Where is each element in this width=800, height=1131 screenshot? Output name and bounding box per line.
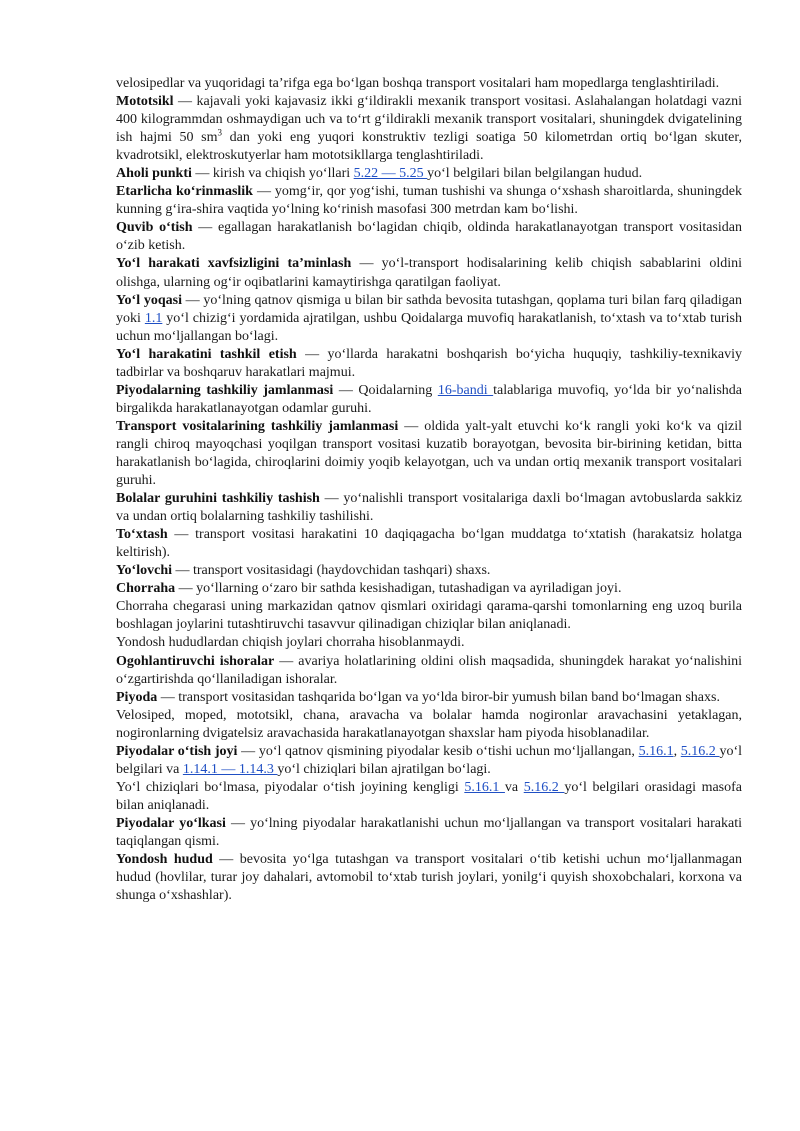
paragraph-quvib-otish: Quvib o‘tish — egallagan harakatlanish bo‘lagidan chiqib, oldinda harakatlanayotgan transport vositasidan o‘zib ketish. bbox=[116, 220, 742, 254]
term-yolovchi: Yo‘lovchi bbox=[116, 563, 172, 579]
term-quvib-otish: Quvib o‘tish bbox=[116, 220, 193, 236]
term-piyoda: Piyoda bbox=[116, 689, 158, 705]
link-signs-5-22-5-25[interactable]: 5.22 — 5.25 bbox=[353, 166, 428, 182]
term-piyodalar-yolkasi: Piyodalar yo‘lkasi bbox=[116, 815, 226, 831]
paragraph-piyoda: Piyoda — transport vositasidan tashqarida bo‘lgan va yo‘lda biror-bir yumush bilan band bo‘lmagan shaxs. bbox=[116, 689, 720, 705]
paragraph-mototsikl: Mototsikl — kajavali yoki kajavasiz ikki g‘ildirakli mexanik transport vositasi. Aslahalangan holatdagi vazni 400 kilogrammdan oshmaydigan uch va to‘rt g‘ildirakli mexanik transport vositalari, shuningdek dvigatelining ish hajmi 50 $sm^3$ dan yoki eng yuqori konstruktiv tezligi soatiga 50 kilometrdan ortiq bo‘lgan skuter, kvadrotsikl, elektroskutyerlar ham mototsikllarga tenglashtiriladi. bbox=[116, 94, 742, 164]
term-toxtash: To‘xtash bbox=[116, 527, 168, 543]
term-harakat-tashkil: Yo‘l harakatini tashkil etish bbox=[116, 346, 297, 362]
term-piyodalar-otish-joyi: Piyodalar o‘tish joyi bbox=[116, 743, 238, 759]
link-line-1-1[interactable]: 1.1 bbox=[144, 310, 163, 326]
term-xavfsizlik: Yo‘l harakati xavfsizligini ta’minlash bbox=[116, 256, 352, 272]
paragraph-piyoda-hisoblanadi: Velosiped, moped, mototsikl, chana, aravacha va bolalar hamda nogironlar aravachasini yetaklagan, nogironlarning dvigatelsiz aravachasida harakatlanayotgan shaxslar ham piyoda hisoblanadilar. bbox=[116, 707, 742, 741]
term-aholi-punkti: Aholi punkti bbox=[116, 166, 192, 182]
link-lines-1-14-1-1-14-3[interactable]: 1.14.1 — 1.14.3 bbox=[182, 761, 278, 777]
term-piyodalar-jamlanmasi: Piyodalarning tashkiliy jamlanmasi bbox=[116, 382, 334, 398]
link-sign-5-16-1[interactable]: 5.16.1 bbox=[638, 743, 674, 759]
paragraph-toxtash: To‘xtash — transport vositasi harakatini 10 daqiqagacha bo‘lgan muddatga to‘xtatish (harakatsiz holatga keltirish). bbox=[116, 527, 742, 561]
paragraph-yondosh-hudud: Yondosh hudud — bevosita yo‘lga tutashgan va transport vositalari o‘tib ketishi uchun mo‘ljallanmagan hudud (hovlilar, turar joy dahalari, avtomobil to‘xtab turish joylari, yonilg‘i quyish shoxobchalari, korxona va shunga o‘xshashlar). bbox=[116, 852, 743, 904]
paragraph-moped-continuation: velosipedlar va yuqoridagi ta’rifga ega bo‘lgan boshqa transport vositalari ham mopedlarga tenglashtiriladi. bbox=[116, 76, 720, 91]
link-sign-5-16-1[interactable]: 5.16.1 bbox=[464, 779, 505, 795]
paragraph-yolovchi: Yo‘lovchi — transport vositasidagi (haydovchidan tashqari) shaxs. bbox=[116, 563, 491, 579]
document-page bbox=[116, 75, 742, 905]
paragraph-chorraha-chegarasi: Chorraha chegarasi uning markazidan qatnov qismlari oxiridagi qarama-qarshi tomonlarning eng uzoq burila boshlagan joylarini tutashtiruvchi tasavvur qilinadigan chiziqlar bilan aniqlanadi. bbox=[116, 599, 742, 633]
term-ogohlantiruvchi: Ogohlantiruvchi ishoralar bbox=[116, 653, 275, 669]
paragraph-piyodalar-yolkasi: Piyodalar yo‘lkasi — yo‘lning piyodalar harakatlanishi uchun mo‘ljallangan va transport vositalari harakati taqiqlangan qismi. bbox=[116, 815, 742, 849]
paragraph-piyodalar-otish-joyi: Piyodalar o‘tish joyi — yo‘l qatnov qismining piyodalar kesib o‘tishi uchun mo‘ljallangan, 5.16.1, 5.16.2 yo‘l belgilari va 1.14.1 — 1.14.3 yo‘l chiziqlari bilan ajratilgan bo‘lagi. bbox=[116, 743, 743, 777]
paragraph-yondosh-chiqish: Yondosh hududlardan chiqish joylari chorraha hisoblanmaydi. bbox=[116, 635, 465, 651]
paragraph-otish-joyi-kengligi: Yo‘l chiziqlari bo‘lmasa, piyodalar o‘tish joyining kengligi 5.16.1 va 5.16.2 yo‘l belgilari orasidagi masofa bilan aniqlanadi. bbox=[116, 779, 743, 813]
paragraph-chorraha: Chorraha — yo‘llarning o‘zaro bir sathda kesishadigan, tutashadigan va ayriladigan joyi. bbox=[116, 581, 622, 597]
link-sign-5-16-2[interactable]: 5.16.2 bbox=[680, 743, 720, 759]
term-yondosh-hudud: Yondosh hudud bbox=[116, 852, 213, 868]
link-sign-5-16-2[interactable]: 5.16.2 bbox=[523, 779, 565, 795]
term-yol-yoqasi: Yo‘l yoqasi bbox=[116, 292, 182, 308]
paragraph-harakat-tashkil: Yo‘l harakatini tashkil etish — yo‘llarda harakatni boshqarish bo‘yicha huquqiy, tashkiliy-texnikaviy tadbirlar va boshqaruv harakatlari majmui. bbox=[116, 346, 743, 380]
paragraph-bolalar-tashish: Bolalar guruhini tashkiliy tashish — yo‘nalishli transport vositalariga daxli bo‘lmagan avtobuslarda sakkiz va undan ortiq bolalarning tashkiliy tashilishi. bbox=[116, 491, 743, 525]
term-mototsikl: Mototsikl bbox=[116, 94, 174, 110]
paragraph-yol-yoqasi: Yo‘l yoqasi — yo‘lning qatnov qismiga u bilan bir sathda bevosita tutashgan, qoplama turi bilan farq qiladigan yoki 1.1 yo‘l chizig‘i yordamida ajratilgan, ushbu Qoidalarga muvofiq harakatlanish, to‘xtash va to‘xtab turish uchun mo‘ljallangan bo‘lagi. bbox=[116, 292, 743, 344]
superscript-3: 3 bbox=[217, 127, 222, 138]
paragraph-aholi-punkti: Aholi punkti — kirish va chiqish yo‘llari 5.22 — 5.25 yo‘l belgilari bilan belgilangan hudud. bbox=[116, 166, 643, 182]
paragraph-transport-jamlanmasi: Transport vositalarining tashkiliy jamlanmasi — oldida yalt-yalt etuvchi ko‘k rangli yoki ko‘k va qizil rangli chiroq mayoqchasi yoqilgan transport vositasi kuzatib borayotgan, bevosita bir-birining ketidan, bitta harakatlanish bo‘lagida, chiroqlarini doimiy yoqib kelayotgan, uch va undan ortiq mexanik transport vositalari guruhi. bbox=[116, 418, 742, 489]
term-chorraha: Chorraha bbox=[116, 581, 176, 597]
paragraph-piyodalar-jamlanmasi: Piyodalarning tashkiliy jamlanmasi — Qoidalarning 16-bandi talablariga muvofiq, yo‘lda bir yo‘nalishda birgalikda harakatlanayotgan odamlar guruhi. bbox=[116, 382, 743, 416]
term-bolalar-tashish: Bolalar guruhini tashkiliy tashish bbox=[116, 491, 320, 507]
paragraph-ogohlantiruvchi: Ogohlantiruvchi ishoralar — avariya holatlarining oldini olish maqsadida, shuningdek harakat yo‘nalishini o‘zgartirishda qo‘llaniladigan ishoralar. bbox=[116, 653, 743, 687]
paragraph-xavfsizlik: Yo‘l harakati xavfsizligini ta’minlash — yo‘l-transport hodisalarining kelib chiqish sabablarini oldini olishga, ularning og‘ir oqibatlarini kamaytirishga qaratilgan faoliyat. bbox=[116, 256, 742, 290]
link-16-bandi[interactable]: 16-bandi bbox=[437, 382, 494, 398]
paragraph-etarlicha-korinmaslik: Etarlicha ko‘rinmaslik — yomg‘ir, qor yog‘ishi, tuman tushishi va shunga o‘xshash sharoitlarda, shuningdek kunning g‘ira-shira vaqtida yo‘lning ko‘rinish masofasi 300 metrdan kam bo‘lishi. bbox=[116, 184, 743, 218]
term-transport-jamlanmasi: Transport vositalarining tashkiliy jamlanmasi bbox=[116, 418, 399, 434]
term-etarlicha-korinmaslik: Etarlicha ko‘rinmaslik bbox=[116, 184, 253, 200]
